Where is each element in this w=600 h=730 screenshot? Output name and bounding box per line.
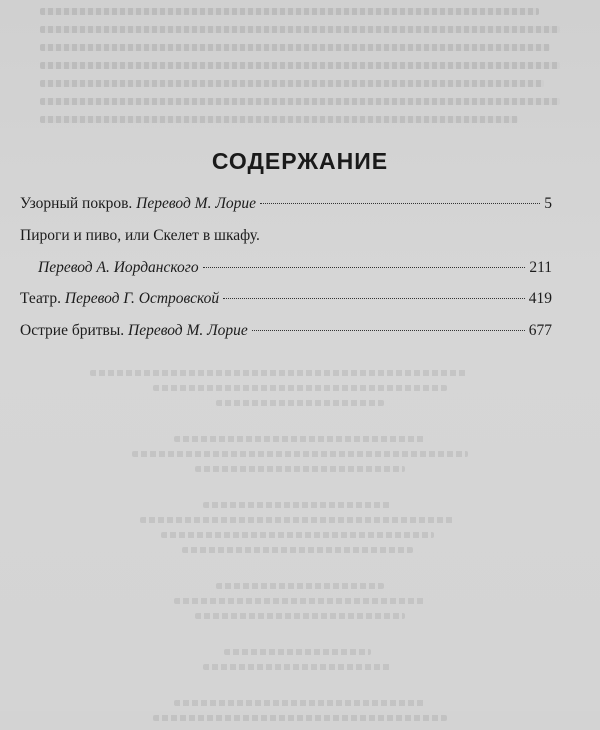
entry-translator: Перевод А. Иорданского xyxy=(38,259,199,276)
entry-title: Острие бритвы. xyxy=(20,322,125,339)
entry-page-number: 419 xyxy=(528,290,552,307)
toc-entry xyxy=(20,288,552,310)
entry-page-number: 677 xyxy=(528,322,552,339)
table-of-contents xyxy=(20,193,552,342)
bleed-through-text-top xyxy=(40,8,560,134)
entry-translator: Перевод Г. Островской xyxy=(64,290,220,307)
dot-leader xyxy=(260,203,540,204)
dot-leader xyxy=(223,298,525,299)
toc-entry xyxy=(20,193,552,215)
entry-title: Пироги и пиво, или Скелет в шкафу. xyxy=(20,227,260,244)
toc-entry xyxy=(20,320,552,342)
entry-page-number: 211 xyxy=(529,259,552,276)
dot-leader xyxy=(203,267,526,268)
entry-title: Театр. xyxy=(20,290,62,307)
dot-leader xyxy=(252,330,525,331)
entry-title: Узорный покров. xyxy=(20,195,133,212)
bleed-through-text-bottom xyxy=(90,370,510,730)
entry-page-number: 5 xyxy=(544,195,552,212)
toc-entry-continuation xyxy=(20,257,552,279)
toc-entry xyxy=(20,225,552,247)
contents-heading: СОДЕРЖАНИЕ xyxy=(211,148,389,174)
entry-translator: Перевод М. Лорие xyxy=(128,322,248,339)
entry-translator: Перевод М. Лорие xyxy=(136,195,256,212)
